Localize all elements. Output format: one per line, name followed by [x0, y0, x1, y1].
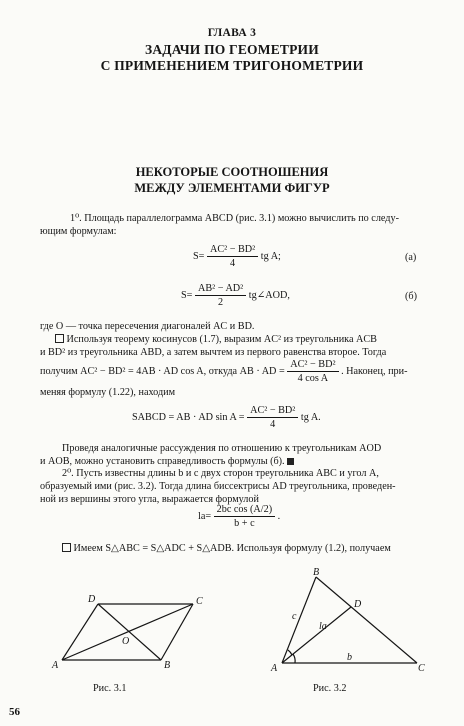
equation-c [132, 404, 321, 431]
fig1-side-cb [161, 604, 193, 660]
fig2-label-a: A [271, 663, 278, 674]
proof-start-box-icon [62, 543, 71, 552]
paragraph-2-line-2-text: Используя теорему косинусов (1.7), выразим AC² из треугольника ACB [66, 334, 377, 345]
equation-b [181, 282, 290, 309]
paragraph-2-fraction-denominator: 4 cos A [297, 373, 329, 384]
equation-c-rhs: tg A. [300, 411, 321, 423]
chapter-title-line2: С ПРИМЕНЕНИЕМ ТРИГОНОМЕТРИИ [100, 58, 364, 73]
equation-b-rhs: tg∠AOD, [248, 289, 290, 301]
paragraph-4-line-2: образуемый ими (рис. 3.2). Тогда длина биссектрисы AD треугольника, проведен- [40, 481, 396, 492]
paragraph-3-line-2-text: и AOB, можно установить справедливость формулы (б). [40, 456, 285, 467]
paragraph-5-line-1 [62, 542, 391, 555]
equation-d [198, 503, 280, 530]
equation-d-denominator: b + c [234, 518, 255, 529]
fig1-diagonal-db [98, 604, 161, 660]
equation-a-numerator: AC² − BD² [207, 243, 258, 257]
equation-c-lhs: SABCD = AB · AD sin A = [132, 411, 245, 423]
section-title-line2: МЕЖДУ ЭЛЕМЕНТАМИ ФИГУР [134, 181, 330, 195]
paragraph-5-line-1-text: Имеем S△ABC = S△ADC + S△ADB. Используя формулу (1.2), получаем [73, 543, 391, 554]
equation-d-rhs: . [277, 510, 281, 522]
fig2-side-bc [316, 577, 417, 663]
equation-a-rhs: tg A; [260, 250, 281, 262]
proof-end-square-icon [287, 458, 294, 465]
equation-d-numerator: 2bc cos (A/2) [214, 503, 275, 517]
equation-d-fraction [214, 503, 275, 530]
paragraph-2-line-3: и BD² из треугольника ABD, а затем вычтем из первого равенства второе. Тогда [40, 347, 387, 358]
fig1-side-ad [62, 604, 98, 660]
fig2-label-d: D [354, 599, 362, 610]
equation-b-fraction [195, 282, 246, 309]
equation-c-numerator: AC² − BD² [247, 404, 298, 418]
equation-d-lhs: la= [198, 510, 212, 522]
equation-a-tag: (a) [405, 252, 417, 263]
figure-3-2-triangle [262, 565, 432, 680]
paragraph-2-fraction-numerator: AC² − BD² [287, 358, 338, 372]
fig2-angle-arc-a [293, 654, 295, 663]
equation-a-denominator: 4 [230, 258, 236, 269]
paragraph-2-line-4-end: . Наконец, при- [341, 365, 408, 377]
paragraph-2-line-1: где O — точка пересечения диагоналей AC и BD. [40, 321, 255, 332]
paragraph-2-line-4 [40, 358, 407, 385]
paragraph-2-line-2 [55, 333, 377, 346]
paragraph-1-line-2: ющим формулам: [40, 226, 117, 237]
equation-b-numerator: AB² − AD² [195, 282, 246, 296]
paragraph-2-line-4-start: получим AC² − BD² = 4AB · AD cos A, откуда AB · AD = [40, 365, 285, 377]
figure-3-1-parallelogram [40, 588, 230, 678]
fig1-label-o: O [122, 636, 130, 647]
fig1-label-b: B [164, 660, 171, 671]
page-number: 56 [9, 706, 20, 718]
equation-a-lhs: S= [193, 250, 205, 262]
chapter-heading: ГЛАВА 3 [207, 27, 257, 39]
equation-c-denominator: 4 [270, 419, 276, 430]
paragraph-4-line-1: 2⁰. Пусть известны длины b и c двух сторон треугольника ABC и угол A, [62, 468, 379, 479]
equation-a-fraction [207, 243, 258, 270]
fig2-label-side-b: b [347, 652, 352, 663]
fig2-label-c: C [418, 663, 425, 674]
figure-3-2-caption: Рис. 3.2 [313, 683, 347, 694]
fig1-label-a: A [52, 660, 59, 671]
fig2-angle-arc-a-2 [288, 650, 292, 655]
fig1-label-c: C [196, 596, 203, 607]
paragraph-1-line-1: 1⁰. Площадь параллелограмма ABCD (рис. 3.1) можно вычислить по следу- [70, 213, 399, 224]
equation-c-fraction [247, 404, 298, 431]
proof-start-box-icon [55, 334, 64, 343]
equation-b-tag: (б) [405, 291, 417, 302]
figure-3-1-caption: Рис. 3.1 [93, 683, 127, 694]
fig2-label-bisector-la: la [319, 621, 327, 632]
fig1-label-d: D [88, 594, 96, 605]
paragraph-2-fraction [287, 358, 338, 385]
chapter-title-line1: ЗАДАЧИ ПО ГЕОМЕТРИИ [145, 42, 319, 57]
equation-b-lhs: S= [181, 289, 193, 301]
fig1-diagonal-ac [62, 604, 193, 660]
fig2-label-side-c: c [292, 611, 297, 622]
section-title-line1: НЕКОТОРЫЕ СООТНОШЕНИЯ [135, 165, 329, 179]
paragraph-2-line-5: меняя формулу (1.22), находим [40, 387, 176, 398]
paragraph-3-line-1: Проведя аналогичные рассуждения по отношению к треугольникам AOD [62, 443, 382, 454]
equation-a [193, 243, 281, 270]
paragraph-4-line-3: ной из вершины этого угла, выражается формулой [40, 494, 259, 505]
fig2-side-ab [282, 577, 316, 663]
equation-b-denominator: 2 [218, 297, 224, 308]
fig2-label-b: B [313, 567, 320, 578]
